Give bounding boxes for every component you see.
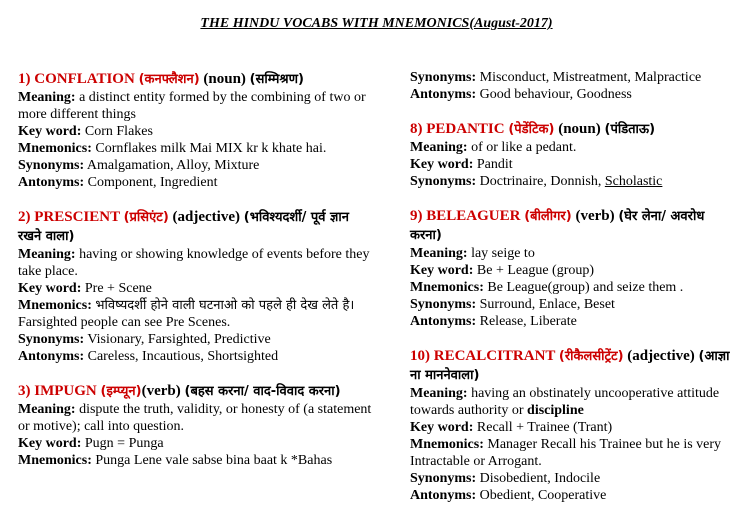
entry-part-of-speech: (noun) (203, 71, 246, 87)
entry-heading (410, 347, 740, 385)
mnemonics-text: Cornflakes milk Mai MIX kr k khate hai. (95, 141, 327, 156)
antonyms-text: Release, Liberate (479, 314, 577, 329)
entry-number: 3) (18, 383, 31, 399)
meaning-line (18, 401, 376, 435)
keyword-text: Corn Flakes (84, 124, 153, 139)
entry-number: 1) (18, 71, 31, 87)
meaning-label: Meaning: (18, 90, 76, 105)
entry-hindi-pronunciation: (बीलीगर) (524, 209, 572, 224)
mnemonics-line (18, 452, 376, 469)
meaning-label: Meaning: (410, 246, 468, 261)
synonyms-label: Synonyms: (18, 332, 85, 347)
antonyms-line (410, 313, 740, 330)
entry-hindi-pronunciation: (पेडेंटिक) (508, 122, 555, 137)
entry-word: IMPUGN (34, 383, 97, 399)
synonyms-text: Amalgamation, Alloy, Mixture (86, 158, 260, 173)
meaning-line (410, 139, 740, 156)
vocab-entry-impugn (18, 382, 376, 469)
entry-part-of-speech: (verb) (141, 383, 181, 399)
keyword-line (18, 123, 376, 140)
antonyms-line (18, 174, 376, 191)
entry-hindi-pronunciation: (रीकैलसीट्रेंट) (558, 349, 624, 364)
entry-part-of-speech: (adjective) (172, 209, 240, 225)
synonyms-label: Synonyms: (410, 297, 477, 312)
antonyms-label: Antonyms: (410, 488, 477, 503)
vocab-entry-pedantic (410, 120, 740, 190)
mnemonics-text: Be League(group) and seize them . (487, 280, 684, 295)
mnemonics-label: Mnemonics: (18, 141, 92, 156)
antonyms-label: Antonyms: (410, 87, 477, 102)
synonyms-line (410, 173, 740, 190)
entry-number: 10) (410, 348, 430, 364)
entry-hindi-meaning: (घेर लेना/ अवरोध करना) (410, 209, 705, 243)
left-column (18, 70, 376, 486)
keyword-line (410, 419, 740, 436)
mnemonics-text: Manager Recall his Trainee but he is very Intractable or Arrogant. (410, 437, 722, 469)
synonyms-text: Surround, Enlace, Beset (479, 297, 615, 312)
keyword-text: Pandit (476, 157, 513, 172)
meaning-text: having or showing knowledge of events before they take place. (18, 247, 370, 279)
antonyms-label: Antonyms: (410, 314, 477, 329)
meaning-line (18, 89, 376, 123)
synonyms-line (18, 157, 376, 174)
mnemonics-text: Farsighted people can see Pre Scenes. (18, 315, 231, 330)
entry-hindi-meaning: (पंडिताऊ) (604, 122, 656, 137)
keyword-text: Recall + Trainee (Trant) (476, 420, 613, 435)
meaning-text: of or like a pedant. (471, 140, 577, 155)
entry-hindi-pronunciation: (इम्प्यून) (100, 384, 142, 399)
antonyms-label: Antonyms: (18, 349, 85, 364)
synonyms-text: Misconduct, Mistreatment, Malpractice (479, 70, 702, 85)
entry-word: PEDANTIC (426, 121, 505, 137)
meaning-text: dispute the truth, validity, or honesty of (a statement or motive); call into question. (18, 402, 372, 434)
synonyms-text: Visionary, Farsighted, Predictive (87, 332, 271, 347)
synonyms-line (410, 296, 740, 313)
entry-word: CONFLATION (34, 71, 135, 87)
meaning-label: Meaning: (410, 140, 468, 155)
keyword-label: Key word: (410, 263, 474, 278)
mnemonics-line (410, 279, 740, 296)
synonyms-label: Synonyms: (410, 174, 477, 189)
meaning-text: a distinct entity formed by the combining of two or more different things (18, 90, 366, 122)
antonyms-line (410, 86, 740, 103)
antonyms-text: Obedient, Cooperative (479, 488, 607, 503)
keyword-label: Key word: (18, 436, 82, 451)
entry-hindi-meaning: (बहस करना/ वाद-विवाद करना) (184, 384, 341, 399)
meaning-bold-text: discipline (527, 403, 584, 418)
page-title: THE HINDU VOCABS WITH MNEMONICS(August-2017) (200, 16, 553, 31)
mnemonics-line (18, 297, 376, 331)
entry-heading (18, 382, 376, 401)
antonyms-line (18, 348, 376, 365)
meaning-line (410, 245, 740, 262)
keyword-text: Pre + Scene (84, 281, 152, 296)
meaning-text: lay seige to (471, 246, 535, 261)
entry-hindi-pronunciation: (प्रसिएंट) (123, 210, 169, 225)
vocab-entry-continuation (410, 69, 740, 103)
entry-part-of-speech: (adjective) (627, 348, 695, 364)
vocab-entry-prescient (18, 208, 376, 365)
keyword-line (410, 262, 740, 279)
entry-word: RECALCITRANT (433, 348, 556, 364)
entry-heading (18, 70, 376, 89)
mnemonics-label: Mnemonics: (410, 437, 484, 452)
synonyms-label: Synonyms: (18, 158, 85, 173)
synonyms-line (410, 470, 740, 487)
synonyms-label: Synonyms: (410, 70, 477, 85)
synonyms-underlined-text: Scholastic (604, 174, 663, 189)
synonyms-line (410, 69, 740, 86)
mnemonics-label: Mnemonics: (18, 298, 92, 313)
entry-word: BELEAGUER (426, 208, 521, 224)
keyword-label: Key word: (18, 124, 82, 139)
entry-heading (410, 120, 740, 139)
meaning-line (18, 246, 376, 280)
synonyms-line (18, 331, 376, 348)
entry-part-of-speech: (verb) (575, 208, 615, 224)
entry-number: 2) (18, 209, 31, 225)
entry-heading (18, 208, 376, 246)
vocab-entry-recalcitrant (410, 347, 740, 504)
entry-hindi-pronunciation: (कनफ्लैशन) (138, 72, 200, 87)
mnemonics-line (410, 436, 740, 470)
entry-number: 8) (410, 121, 423, 137)
meaning-line (410, 385, 740, 419)
keyword-line (18, 280, 376, 297)
keyword-line (410, 156, 740, 173)
antonyms-text: Component, Ingredient (87, 175, 218, 190)
entry-part-of-speech: (noun) (558, 121, 601, 137)
meaning-label: Meaning: (18, 247, 76, 262)
keyword-line (18, 435, 376, 452)
entry-hindi-meaning: (भविश्यदर्शी/ पूर्व ज्ञान रखने वाला) (18, 210, 349, 244)
entry-hindi-meaning: (सम्मिश्रण) (249, 72, 304, 87)
mnemonics-label: Mnemonics: (410, 280, 484, 295)
keyword-label: Key word: (18, 281, 82, 296)
synonyms-text: Doctrinaire, Donnish, (479, 174, 602, 189)
entry-number: 9) (410, 208, 423, 224)
entry-word: PRESCIENT (34, 209, 120, 225)
keyword-text: Pugn = Punga (84, 436, 164, 451)
keyword-label: Key word: (410, 157, 474, 172)
antonyms-label: Antonyms: (18, 175, 85, 190)
antonyms-text: Good behaviour, Goodness (479, 87, 632, 102)
mnemonics-hindi-text: भविष्यदर्शी होने वाली घटनाओ को पहले ही देख लेते है। (95, 298, 355, 313)
vocab-entry-beleaguer (410, 207, 740, 330)
keyword-label: Key word: (410, 420, 474, 435)
keyword-text: Be + League (group) (476, 263, 595, 278)
meaning-text: having an obstinately uncooperative attitude towards authority or (410, 386, 720, 418)
meaning-label: Meaning: (410, 386, 468, 401)
meaning-label: Meaning: (18, 402, 76, 417)
mnemonics-line (18, 140, 376, 157)
right-column (410, 69, 740, 521)
antonyms-text: Careless, Incautious, Shortsighted (87, 349, 279, 364)
entry-hindi-meaning: (आज्ञा ना माननेवाला) (410, 349, 730, 383)
entry-heading (410, 207, 740, 245)
synonyms-label: Synonyms: (410, 471, 477, 486)
mnemonics-text: Punga Lene vale sabse bina baat k *Bahas (95, 453, 333, 468)
mnemonics-label: Mnemonics: (18, 453, 92, 468)
vocab-entry-conflation (18, 70, 376, 191)
synonyms-text: Disobedient, Indocile (479, 471, 601, 486)
